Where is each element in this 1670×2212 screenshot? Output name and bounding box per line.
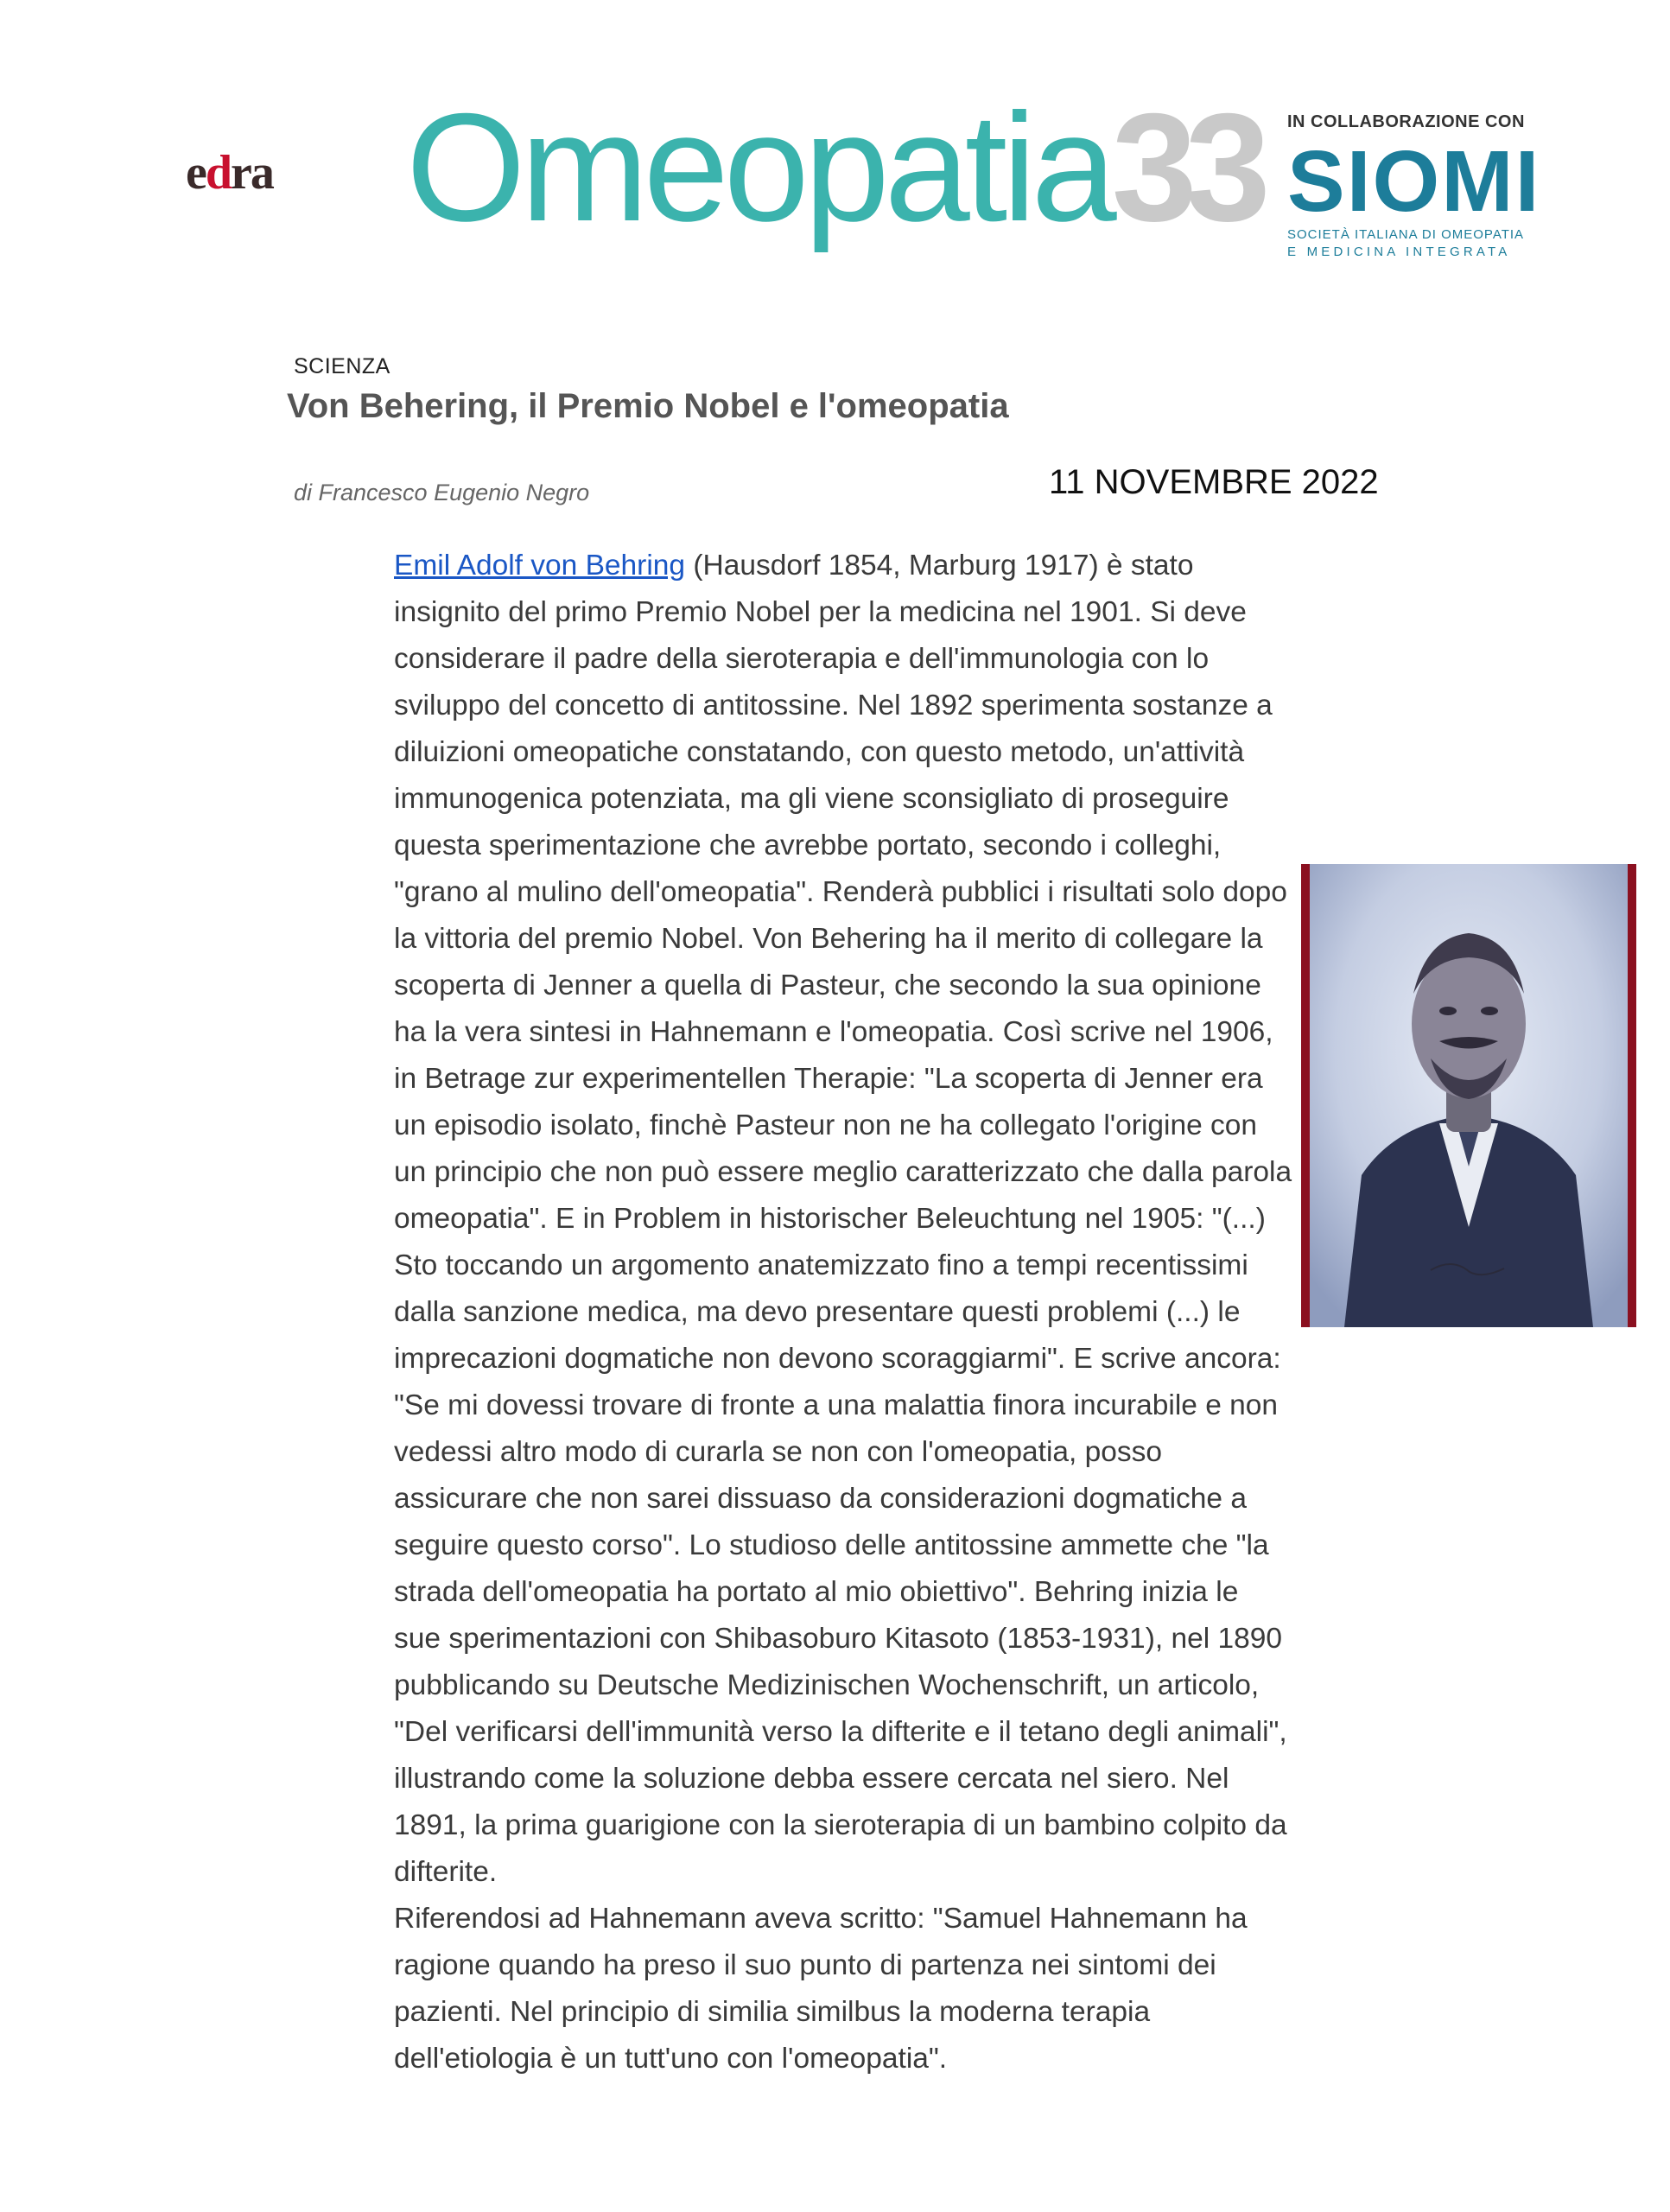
article-body: [394, 543, 1292, 2082]
portrait-illustration: [1310, 864, 1628, 1327]
article-paragraph-2: Riferendosi ad Hahnemann aveva scritto: "Samuel Hahnemann ha ragione quando ha preso il suo punto di partenza nei sintomi dei pazienti. Nel principio di similia similbus la moderna terapia dell'etiologia è un tutt'uno con l'omeopatia".: [394, 1903, 1248, 2075]
behring-portrait-image: [1301, 864, 1636, 1327]
article-author: di Francesco Eugenio Negro: [294, 480, 590, 505]
article-date: 11 NOVEMBRE 2022: [1049, 463, 1379, 501]
siomi-subtitle: [1287, 226, 1524, 261]
masthead-logo[interactable]: [406, 81, 1259, 253]
edra-logo-part2: d: [205, 146, 232, 200]
behring-link[interactable]: Emil Adolf von Behring: [394, 550, 686, 582]
article-paragraph-1: [394, 543, 1292, 1896]
page-header: [0, 0, 1670, 294]
edra-logo-part1: e: [186, 146, 206, 200]
edra-logo-part3: ra: [231, 146, 273, 200]
section-label: SCIENZA: [294, 354, 391, 378]
paragraph-1-text: (Hausdorf 1854, Marburg 1917) è stato insignito del primo Premio Nobel per la medicina nel 1901. Si deve considerare il padre della sieroterapia e dell'immunologia con lo sviluppo del concetto di antitossine. Nel 1892 sperimenta sostanze a diluizioni omeopatiche constatando, con questo metodo, un'attività immunogenica potenziata, ma gli viene sconsigliato di proseguire questa sperimentazione che avrebbe portato, secondo i colleghi, "grano al mulino dell'omeopatia". Renderà pubblici i risultati solo dopo la vittoria del premio Nobel. Von Behering ha il merito di collegare la scoperta di Jenner a quella di Pasteur, che secondo la sua opinione ha la vera sintesi in Hahnemann e l'omeopatia. Così scrive nel 1906, in Betrage zur experimentellen Therapie: "La scoperta di Jenner era un episodio isolato, finchè Pasteur non ne ha collegato l'origine con un principio che non può essere meglio caratterizzato che dalla parola omeopatia". E in Problem in historischer Beleuchtung nel 1905: "(...) Sto toccando un argomento anatemizzato fino a tempi recentissimi dalla sanzione medica, ma devo presentare questi problemi (...) le imprecazioni dogmatiche non devono scoraggiarmi". E scrive ancora: "Se mi dovessi trovare di fronte a una malattia finora incurabile e non vedessi altro modo di curarla se non con l'omeopatia, posso assicurare che non sarei dissuaso da considerazioni dogmatiche a seguire questo corso". Lo studioso delle antitossine ammette che "la strada dell'omeopatia ha portato al mio obiettivo". Behring inizia le sue sperimentazioni con Shibasoburo Kitasoto (1853-1931), nel 1890 pubblicando su Deutsche Medizinischen Wochenschrift, un articolo, "Del verificarsi dell'immunità verso la difterite e il tetano degli animali", illustrando come la soluzione debba essere cercata nel siero. Nel 1891, la prima guarigione con la sieroterapia di un bambino colpito da difterite.: [394, 550, 1292, 1888]
article-title: Von Behering, il Premio Nobel e l'omeopatia: [287, 387, 1009, 425]
masthead-number: 33: [1111, 81, 1259, 253]
siomi-subtitle-line2: E MEDICINA INTEGRATA: [1287, 245, 1511, 259]
masthead-word: Omeopatia: [406, 81, 1112, 253]
edra-logo[interactable]: [186, 145, 273, 200]
siomi-subtitle-line1: SOCIETÀ ITALIANA DI OMEOPATIA: [1287, 227, 1525, 242]
siomi-logo[interactable]: SIOMI: [1287, 133, 1541, 230]
partner-label: IN COLLABORAZIONE CON: [1287, 112, 1525, 131]
